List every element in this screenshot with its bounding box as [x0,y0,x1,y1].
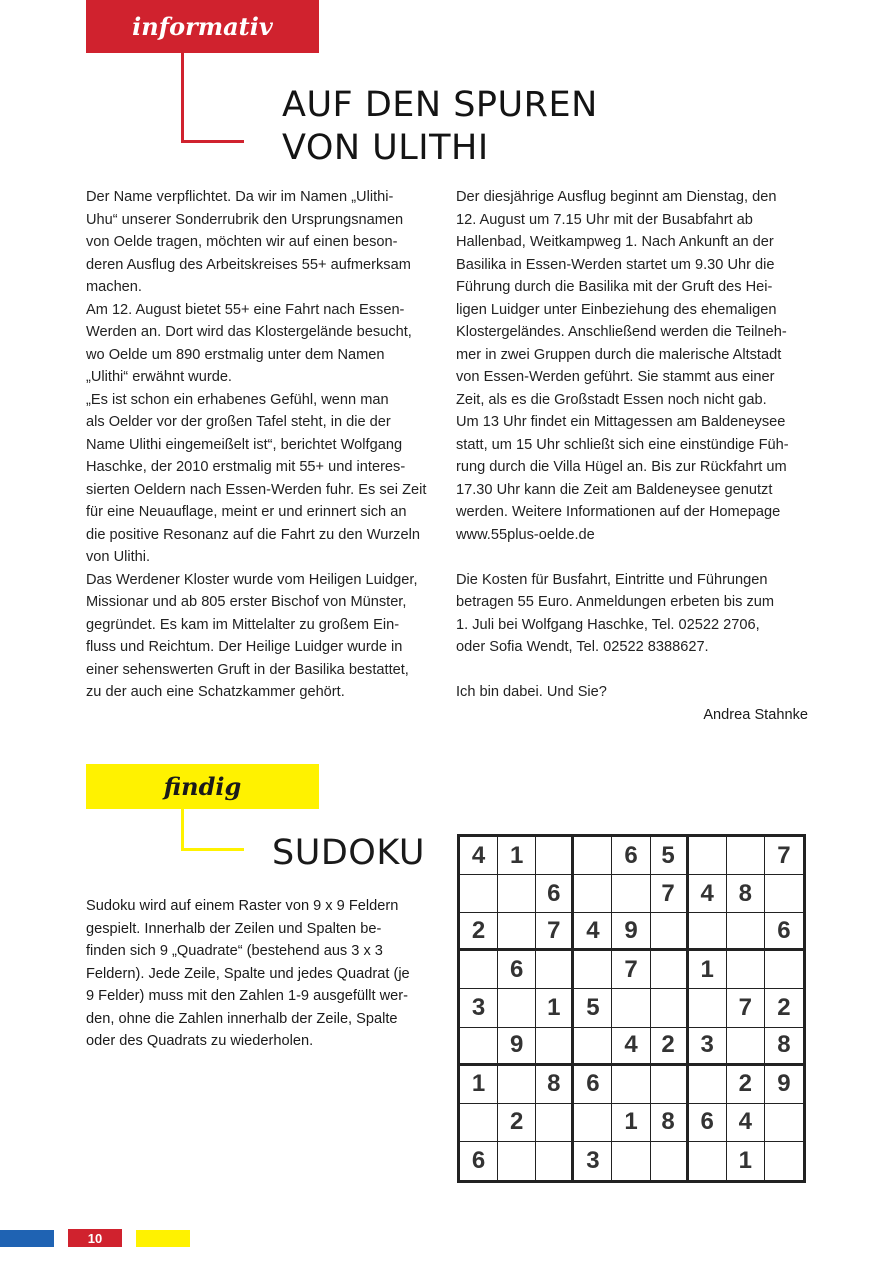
article-text-line: Der Name verpflichtet. Da wir im Namen „Ulithi- [86,189,394,205]
sudoku-given-cell: 1 [460,1066,498,1104]
sudoku-given-cell: 4 [574,913,612,951]
article-title-line-2: VON ULITHI [282,128,489,168]
article-left-column [86,186,426,704]
sudoku-empty-cell [460,951,498,989]
sudoku-given-cell: 6 [536,875,574,913]
article-text-line: sierten Oeldern nach Essen-Werden fuhr. Es sei Zeit [86,481,427,498]
sudoku-given-cell: 7 [651,875,689,913]
sudoku-empty-cell [612,989,650,1027]
section-tag-findig: findig [86,764,319,809]
sudoku-empty-cell [612,875,650,913]
sudoku-given-cell: 9 [765,1066,803,1104]
article-title [282,84,598,170]
article-text-line: „Ulithi“ erwähnt wurde. [86,369,232,385]
sudoku-empty-cell [460,1028,498,1066]
sudoku-instruction-line: Sudoku wird auf einem Raster von 9 x 9 Feldern [86,898,399,914]
sudoku-empty-cell [574,1028,612,1066]
sudoku-given-cell: 8 [765,1028,803,1066]
sudoku-given-cell: 3 [460,989,498,1027]
article-text-line: www.55plus-oelde.de [456,526,595,543]
footer-bar-blue [0,1230,54,1247]
sudoku-empty-cell [536,1028,574,1066]
sudoku-instruction-line: den, ohne die Zahlen innerhalb der Zeile, Spalte [86,1010,398,1027]
sudoku-empty-cell [727,951,765,989]
sudoku-given-cell: 2 [727,1066,765,1104]
article-text-line: werden. Weitere Informationen auf der Homepage [456,504,781,520]
sudoku-empty-cell [498,875,536,913]
article-text-line: Haschke, der 2010 erstmalig mit 55+ und interes- [86,459,406,475]
sudoku-instructions [86,895,410,1053]
sudoku-given-cell: 7 [765,837,803,875]
sudoku-instruction-line: gespielt. Innerhalb der Zeilen und Spalten be- [86,920,382,937]
sudoku-given-cell: 1 [498,837,536,875]
article-text-line: Hallenbad, Weitkampweg 1. Nach Ankunft an der [456,234,774,250]
sudoku-given-cell: 5 [574,989,612,1027]
article-text-line: für eine Neuauflage, meint er und erinnert sich an [86,504,407,520]
article-text-line: von Essen-Werden geführt. Sie stammt aus einer [456,369,775,385]
sudoku-given-cell: 4 [460,837,498,875]
article-text-line: oder Sofia Wendt, Tel. 02522 8388627. [456,639,709,655]
sudoku-empty-cell [765,875,803,913]
sudoku-given-cell: 8 [651,1104,689,1142]
sudoku-instruction-line: oder des Quadrats zu wiederholen. [86,1033,314,1049]
tag-connector-horizontal [181,140,244,143]
findig-connector-vertical [181,809,184,851]
sudoku-empty-cell [689,1142,727,1180]
article-text-line: fluss und Reichtum. Der Heilige Luidger wurde in [86,639,403,655]
article-text-line: machen. [86,279,142,295]
sudoku-empty-cell [460,1104,498,1142]
sudoku-instruction-line: finden sich 9 „Quadrate“ (bestehend aus 3 x 3 [86,943,383,959]
sudoku-empty-cell [689,1066,727,1104]
sudoku-title: SUDOKU [272,833,425,873]
sudoku-given-cell: 5 [651,837,689,875]
sudoku-empty-cell [498,913,536,951]
article-text-line: Führung durch die Basilika mit der Gruft des Hei- [456,279,773,295]
sudoku-given-cell: 4 [689,875,727,913]
sudoku-given-cell: 1 [612,1104,650,1142]
article-text-line: „Es ist schon ein erhabenes Gefühl, wenn man [86,391,389,408]
sudoku-empty-cell [689,837,727,875]
sudoku-empty-cell [727,1028,765,1066]
sudoku-empty-cell [536,951,574,989]
article-text-line: als Oelder vor der großen Tafel steht, in die der [86,414,391,430]
tag-connector-vertical [181,53,184,143]
article-text-line: Ich bin dabei. Und Sie? [456,684,607,700]
article-text-line: 1. Juli bei Wolfgang Haschke, Tel. 02522 2706, [456,616,760,633]
sudoku-given-cell: 4 [727,1104,765,1142]
article-text-line: rung durch die Villa Hügel an. Bis zur Rückfahrt um [456,459,787,475]
article-text-line: gegründet. Es kam im Mittelalter zu großem Ein- [86,616,400,633]
article-text-line: Zeit, als es die Großstadt Essen noch nicht gab. [456,391,767,408]
article-text-line: Name Ulithi eingemeißelt ist“, berichtet Wolfgang [86,436,403,453]
article-text-line: betragen 55 Euro. Anmeldungen erbeten bis zum [456,594,775,610]
sudoku-given-cell: 2 [498,1104,536,1142]
article-text-line: Werden an. Dort wird das Klostergelände besucht, [86,324,412,340]
sudoku-given-cell: 2 [765,989,803,1027]
footer-bar-yellow [136,1230,190,1247]
sudoku-empty-cell [536,1142,574,1180]
sudoku-empty-cell [498,989,536,1027]
sudoku-given-cell: 1 [536,989,574,1027]
sudoku-empty-cell [574,837,612,875]
sudoku-empty-cell [651,1142,689,1180]
sudoku-empty-cell [498,1066,536,1104]
sudoku-given-cell: 6 [689,1104,727,1142]
article-text-line: Das Werdener Kloster wurde vom Heiligen Luidger, [86,571,418,588]
findig-connector-horizontal [181,848,244,851]
section-tag-informativ: informativ [86,0,319,53]
sudoku-empty-cell [765,951,803,989]
article-text-line: Basilika in Essen-Werden startet um 9.30 Uhr die [456,256,775,273]
sudoku-empty-cell [651,1066,689,1104]
article-text-line [456,659,789,682]
article-author: Andrea Stahnke [703,707,808,723]
article-text-line: Der diesjährige Ausflug beginnt am Dienstag, den [456,189,777,205]
sudoku-given-cell: 6 [574,1066,612,1104]
sudoku-given-cell: 6 [765,913,803,951]
sudoku-given-cell: 1 [689,951,727,989]
sudoku-given-cell: 8 [727,875,765,913]
sudoku-empty-cell [574,951,612,989]
sudoku-empty-cell [612,1142,650,1180]
sudoku-empty-cell [689,913,727,951]
article-text-line: statt, um 15 Uhr schließt sich eine einstündige Füh- [456,436,789,453]
sudoku-empty-cell [765,1142,803,1180]
sudoku-given-cell: 9 [612,913,650,951]
sudoku-given-cell: 7 [612,951,650,989]
article-text-line: Klostergeländes. Anschließend werden die Teilneh- [456,324,787,340]
article-text-line: mer in zwei Gruppen durch die malerische Altstadt [456,346,782,363]
sudoku-empty-cell [574,1104,612,1142]
sudoku-given-cell: 2 [460,913,498,951]
article-right-column [456,186,789,704]
article-text-line: 12. August um 7.15 Uhr mit der Busabfahrt ab [456,211,753,228]
article-text-line: wo Oelde um 890 erstmalig unter dem Namen [86,346,385,363]
sudoku-empty-cell [651,951,689,989]
sudoku-given-cell: 2 [651,1028,689,1066]
article-text-line: Missionar und ab 805 erster Bischof von Münster, [86,594,407,610]
sudoku-empty-cell [727,837,765,875]
sudoku-given-cell: 6 [612,837,650,875]
article-text-line: Um 13 Uhr findet ein Mittagessen am Baldeneysee [456,414,786,430]
article-text-line: Die Kosten für Busfahrt, Eintritte und Führungen [456,571,768,588]
article-text-line: Am 12. August bietet 55+ eine Fahrt nach Essen- [86,301,405,318]
sudoku-given-cell: 7 [536,913,574,951]
article-text-line: 17.30 Uhr kann die Zeit am Baldeneysee genutzt [456,481,773,498]
sudoku-given-cell: 8 [536,1066,574,1104]
sudoku-empty-cell [651,913,689,951]
page-number: 10 [68,1229,122,1247]
article-text-line: deren Ausflug des Arbeitskreises 55+ aufmerksam [86,256,411,273]
sudoku-given-cell: 6 [498,951,536,989]
sudoku-empty-cell [612,1066,650,1104]
article-text-line: einer sehenswerten Gruft in der Basilika bestattet, [86,661,409,678]
sudoku-empty-cell [536,837,574,875]
sudoku-given-cell: 6 [460,1142,498,1180]
sudoku-instruction-line: 9 Felder) muss mit den Zahlen 1-9 ausgefüllt wer- [86,988,409,1004]
article-text-line: zu der auch eine Schatzkammer gehört. [86,684,345,700]
article-text-line: von Ulithi. [86,549,151,565]
sudoku-grid [457,834,806,1183]
sudoku-given-cell: 1 [727,1142,765,1180]
sudoku-given-cell: 4 [612,1028,650,1066]
sudoku-empty-cell [498,1142,536,1180]
sudoku-instruction-line: Feldern). Jede Zeile, Spalte und jedes Quadrat (je [86,965,410,982]
sudoku-empty-cell [460,875,498,913]
sudoku-empty-cell [536,1104,574,1142]
article-text-line: Uhu“ unserer Sonderrubrik den Ursprungsnamen [86,211,404,228]
sudoku-given-cell: 9 [498,1028,536,1066]
sudoku-empty-cell [651,989,689,1027]
article-text-line: von Oelde tragen, möchten wir auf einen beson- [86,234,398,250]
sudoku-empty-cell [727,913,765,951]
article-text-line: die positive Resonanz auf die Fahrt zu den Wurzeln [86,526,420,543]
article-title-line-1: AUF DEN SPUREN [282,85,598,125]
sudoku-empty-cell [765,1104,803,1142]
article-text-line [456,546,789,569]
article-text-line: ligen Luidger unter Einbeziehung des ehemaligen [456,301,777,318]
sudoku-given-cell: 3 [689,1028,727,1066]
sudoku-given-cell: 7 [727,989,765,1027]
sudoku-given-cell: 3 [574,1142,612,1180]
sudoku-empty-cell [689,989,727,1027]
sudoku-empty-cell [574,875,612,913]
